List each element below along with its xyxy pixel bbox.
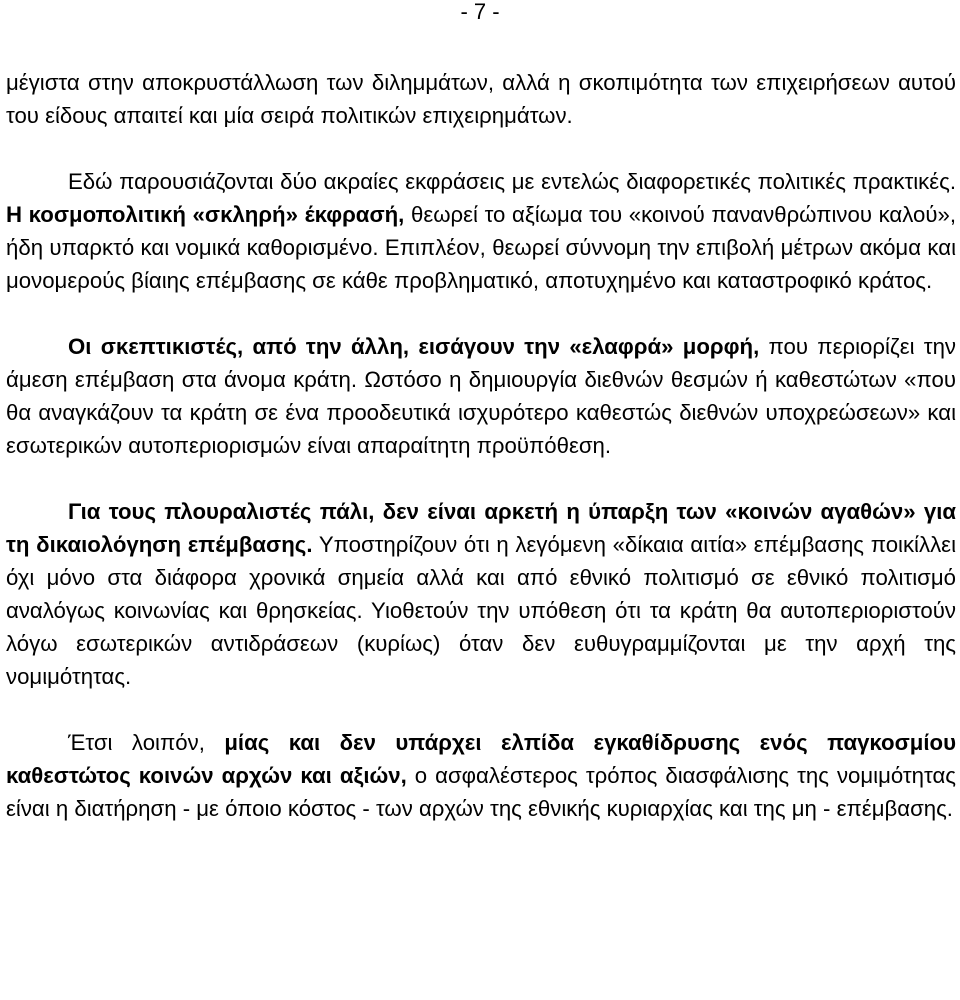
- paragraph-gap: [6, 132, 956, 165]
- paragraph-4-run-2: Υποστηρίζουν ότι η λεγόμενη «δίκαια αιτία» επέμβασης ποικίλλει όχι μόνο στα διάφορα χρονικά σημεία αλλά και από εθνικό πολιτισμό σε εθνικό πολιτισμό αναλόγως κοινωνίας και θρησκείας. Υιοθετούν την υπόθεση ότι τα κράτη θα αυτοπεριοριστούν λόγω εσωτερικών αντιδράσεων (κυρίως) όταν δεν ευθυγραμμίζονται με την αρχή της νομιμότητας.: [6, 532, 956, 689]
- document-body: [6, 66, 956, 825]
- paragraph-5-bold-run: μίας και δεν υπάρχει ελπίδα εγκαθίδρυσης ενός παγκοσμίου καθεστώτος κοινών αρχών και αξιών,: [6, 730, 956, 788]
- paragraph-4-bold-run: Για τους πλουραλιστές πάλι, δεν είναι αρκετή η ύπαρξη των «κοινών αγαθών» για τη δικαιολόγηση επέμβασης.: [6, 499, 956, 557]
- paragraph-5-run-1: Έτσι λοιπόν,: [68, 730, 225, 755]
- paragraph-5-run-3: ο ασφαλέστερος τρόπος διασφάλισης της νομιμότητας είναι η διατήρηση - με όποιο κόστος - των αρχών της εθνικής κυριαρχίας και της μη - επέμβασης.: [6, 763, 956, 821]
- page-number: - 7 -: [460, 0, 500, 24]
- paragraph-3-bold-run: Οι σκεπτικιστές, από την άλλη, εισάγουν την «ελαφρά» μορφή,: [68, 334, 760, 359]
- paragraph-5: [6, 726, 956, 825]
- paragraph-1: [6, 66, 956, 132]
- paragraph-2: [6, 165, 956, 297]
- paragraph-1-text: μέγιστα στην αποκρυστάλλωση των διλημμάτων, αλλά η σκοπιμότητα των επιχειρήσεων αυτού του είδους απαιτεί και μία σειρά πολιτικών επιχειρημάτων.: [6, 70, 956, 128]
- paragraph-3: [6, 330, 956, 462]
- paragraph-3-run-2: που περιορίζει την άμεση επέμβαση στα άνομα κράτη. Ωστόσο η δημιουργία διεθνών θεσμών ή καθεστώτων «που θα αναγκάζουν τα κράτη σε ένα προοδευτικά ισχυρότερο καθεστώς διεθνών υποχρεώσεων» και εσωτερικών αυτοπεριορισμών είναι απαραίτητη προϋπόθεση.: [6, 334, 956, 458]
- paragraph-gap: [6, 693, 956, 726]
- paragraph-2-bold-run: Η κοσμοπολιτική «σκληρή» έκφρασή,: [6, 202, 405, 227]
- paragraph-2-run-1: Εδώ παρουσιάζονται δύο ακραίες εκφράσεις με εντελώς διαφορετικές πολιτικές πρακτικές.: [68, 169, 956, 194]
- paragraph-gap: [6, 297, 956, 330]
- paragraph-2-run-3: θεωρεί το αξίωμα του «κοινού πανανθρώπινου καλού», ήδη υπαρκτό και νομικά καθορισμένο. Επιπλέον, θεωρεί σύννομη την επιβολή μέτρων ακόμα και μονομερούς βίαιης επέμβασης σε κάθε προβληματικό, αποτυχημένο και καταστροφικό κράτος.: [6, 202, 956, 293]
- paragraph-4: [6, 495, 956, 693]
- paragraph-gap: [6, 462, 956, 495]
